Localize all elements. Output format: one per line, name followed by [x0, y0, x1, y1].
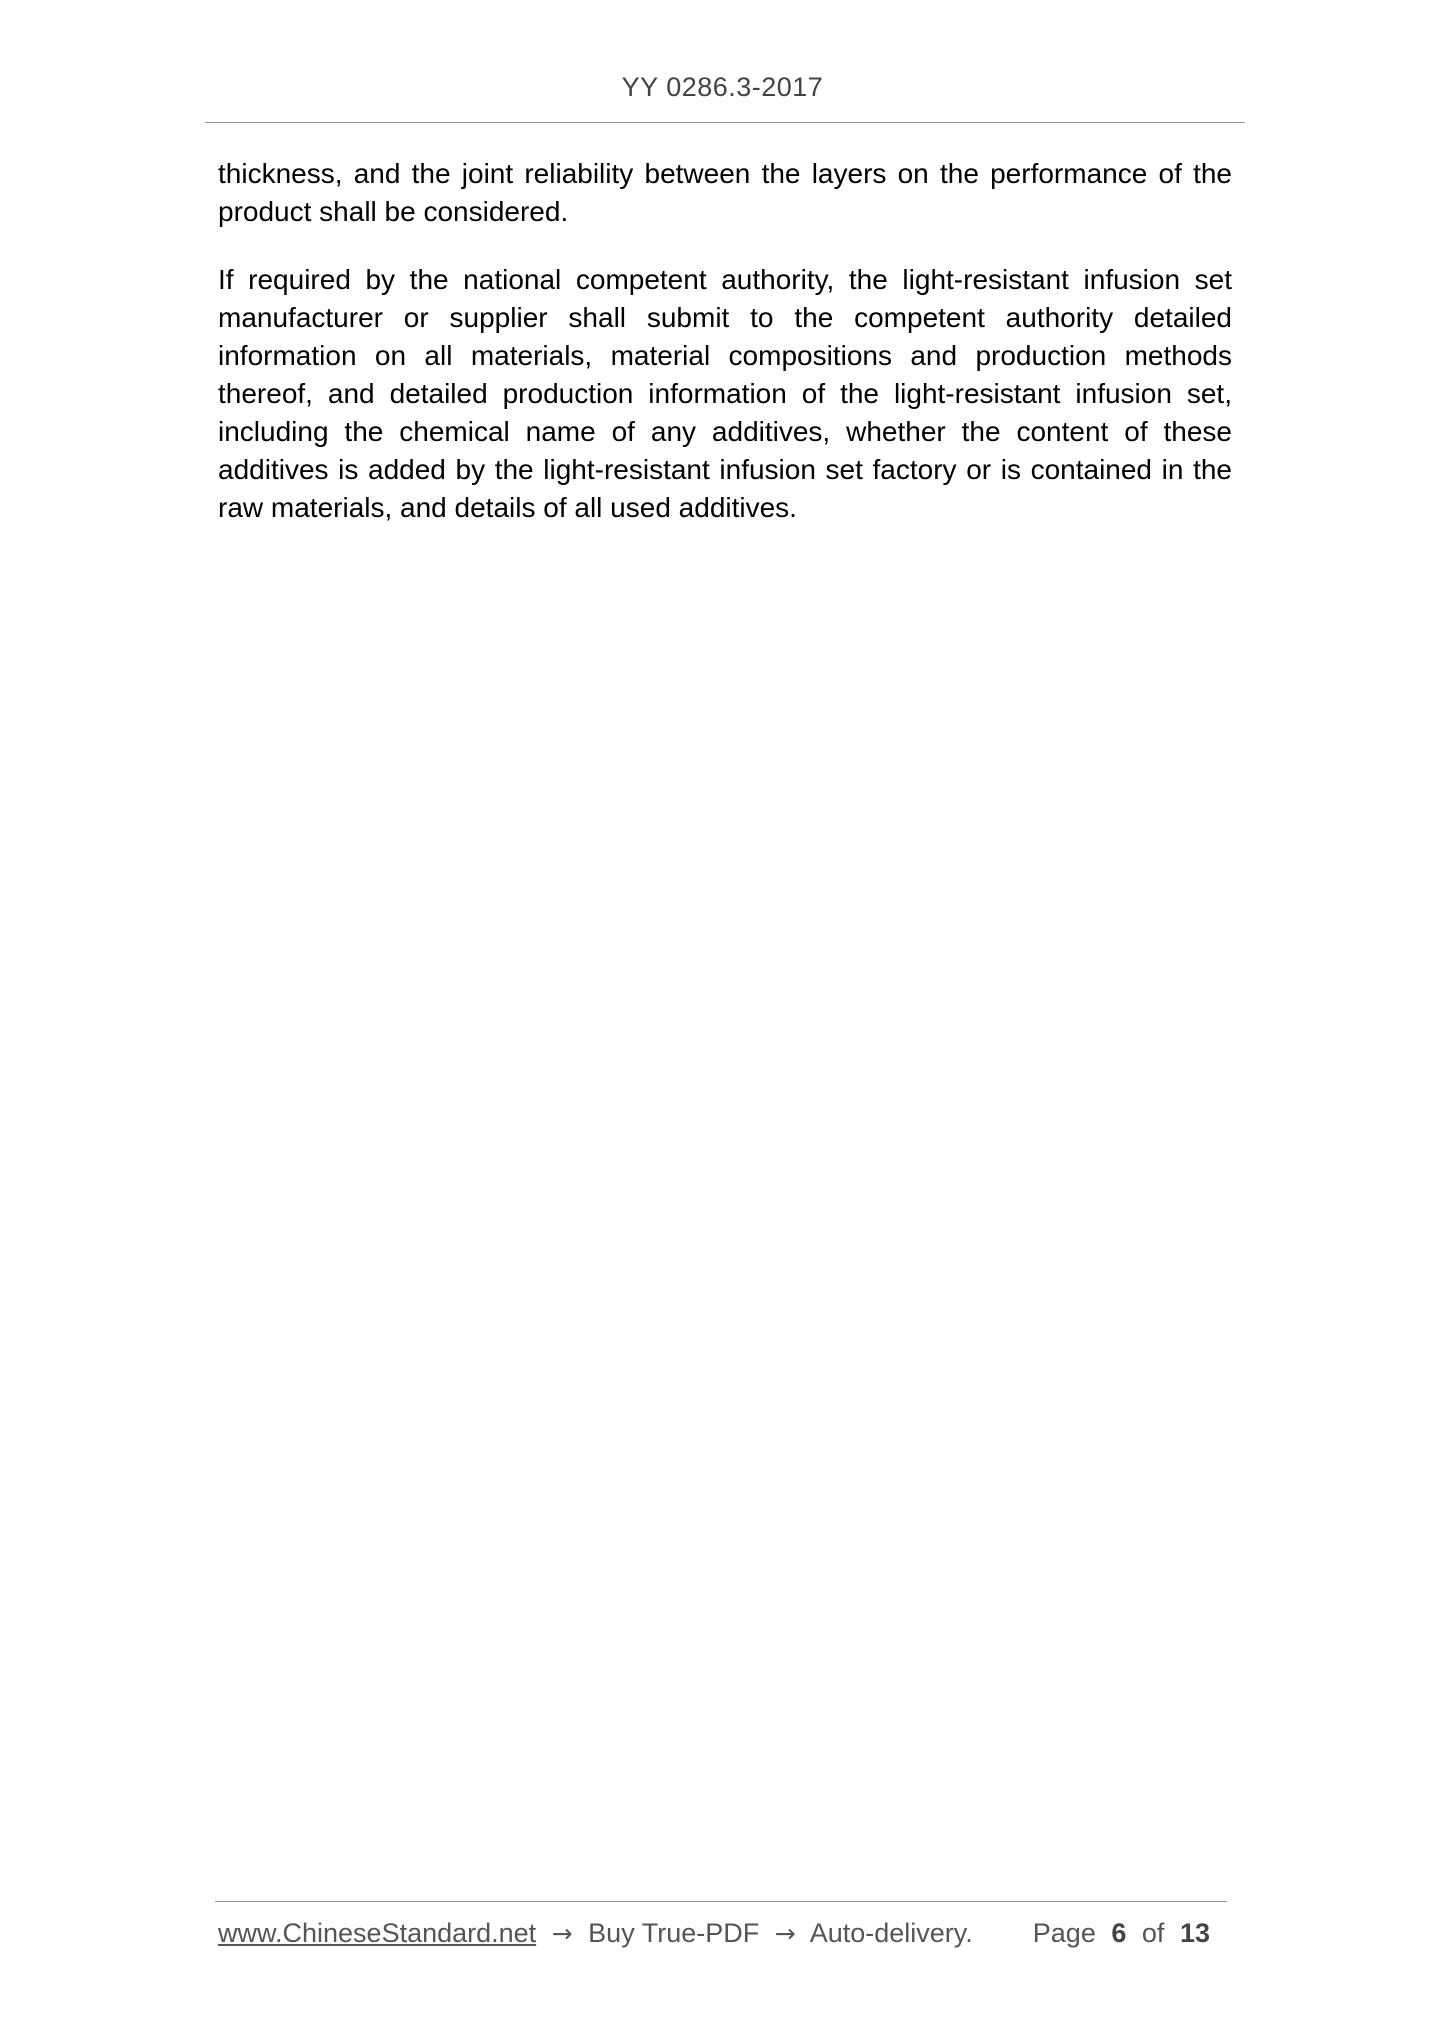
page-footer [218, 1918, 1226, 1958]
arrow-right-icon: → [551, 1919, 573, 1948]
document-header-title: YY 0286.3-2017 [621, 72, 824, 102]
website-link[interactable]: www.ChineseStandard.net [218, 1918, 537, 1948]
page-of-label: of [1141, 1918, 1165, 1948]
footer-divider [215, 1901, 1227, 1902]
body-paragraph: thickness, and the joint reliability between the layers on the performance of the product shall be considered. [218, 158, 1232, 227]
document-body [218, 155, 1232, 557]
footer-promo [218, 1918, 973, 1949]
page-current-number: 6 [1111, 1918, 1127, 1948]
body-paragraph: If required by the national competent authority, the light-resistant infusion set manufacturer or supplier shall submit to the competent authority detailed information on all materials, material compositions and production methods thereof, and detailed production information of the light-resistant infusion set, including the chemical name of any additives, whether the content of these additives is added by the light-resistant infusion set factory or is contained in the raw materials, and details of all used additives. [218, 264, 1232, 523]
arrow-right-icon: → [774, 1919, 796, 1948]
header-divider [205, 122, 1245, 123]
page-label: Page [1032, 1918, 1096, 1948]
auto-delivery-text: Auto-delivery. [809, 1918, 973, 1948]
page-total-number: 13 [1179, 1918, 1210, 1948]
page-counter [1033, 1918, 1218, 1949]
buy-true-pdf-text: Buy True-PDF [588, 1918, 760, 1948]
